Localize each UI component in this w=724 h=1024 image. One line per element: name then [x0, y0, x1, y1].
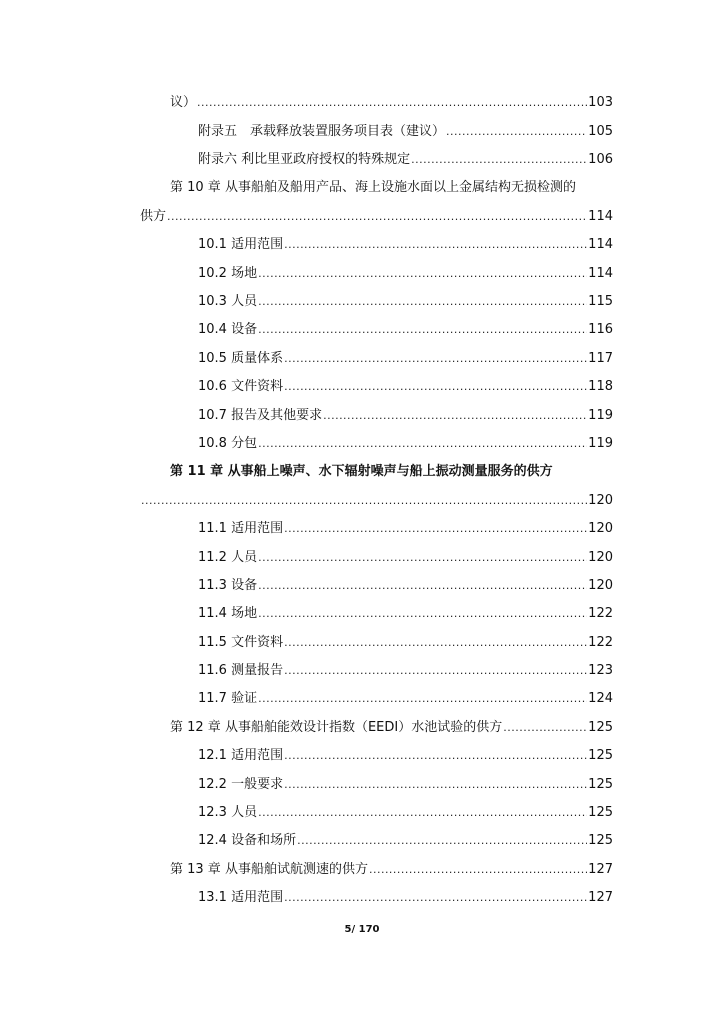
toc-entry-page: 124 — [588, 691, 613, 706]
toc-leader-dots — [258, 550, 587, 566]
toc-entry[interactable] — [198, 833, 613, 849]
toc-leader-dots — [284, 635, 587, 651]
toc-entry-title: 第 13 章 从事船舶试航测速的供方 — [170, 862, 368, 877]
toc-entry[interactable] — [198, 663, 613, 679]
toc-entry-title: 10.3 人员 — [198, 294, 258, 309]
toc-leader-dots — [284, 379, 587, 395]
toc-entry-title: 13.1 适用范围 — [198, 890, 284, 905]
toc-entry[interactable] — [198, 351, 613, 367]
toc-leader-dots — [284, 521, 587, 537]
toc-entry-title: 10.1 适用范围 — [198, 237, 284, 252]
toc-entry-title: 12.2 一般要求 — [198, 777, 284, 792]
toc-entry-page: 125 — [588, 720, 613, 735]
toc-entry-title: 10.5 质量体系 — [198, 351, 284, 366]
toc-entry[interactable] — [198, 408, 613, 424]
toc-entry-page: 117 — [588, 351, 613, 366]
toc-chapter-title[interactable]: 第 11 章 从事船上噪声、水下辐射噪声与船上振动测量服务的供方 — [170, 464, 553, 479]
toc-entry-title: 议） — [170, 95, 197, 110]
toc-entry-title: 11.3 设备 — [198, 578, 258, 593]
toc-entry-page: 125 — [588, 777, 613, 792]
toc-entry-page: 123 — [588, 663, 613, 678]
toc-leader-dots — [284, 237, 587, 253]
toc-entry-page: 127 — [588, 890, 613, 905]
toc-entry-title: 10.2 场地 — [198, 266, 258, 281]
toc-entry-title: 11.1 适用范围 — [198, 521, 284, 536]
toc-entry-title: 10.8 分包 — [198, 436, 258, 451]
toc-entry-page: 119 — [588, 408, 613, 423]
toc-entry-title: 10.4 设备 — [198, 322, 258, 337]
toc-leader-dots — [258, 578, 587, 594]
toc-entry-page: 120 — [588, 550, 613, 565]
toc-leader-dots — [503, 720, 587, 736]
toc-entry-page: 106 — [588, 152, 613, 167]
toc-entry-page: 125 — [588, 805, 613, 820]
toc-entry[interactable] — [198, 550, 613, 566]
toc-entry[interactable] — [170, 720, 613, 736]
toc-entry[interactable] — [198, 379, 613, 395]
toc-entry[interactable] — [198, 152, 613, 168]
toc-entry-page: 114 — [588, 237, 613, 252]
toc-entry[interactable] — [198, 691, 613, 707]
toc-entry-title: 12.3 人员 — [198, 805, 258, 820]
toc-entry[interactable] — [170, 862, 613, 878]
toc-leader-dots — [369, 862, 587, 878]
toc-entry-title: 附录五 承载释放装置服务项目表（建议） — [198, 124, 446, 139]
toc-entry[interactable] — [198, 578, 613, 594]
toc-entry-title: 11.6 测量报告 — [198, 663, 284, 678]
toc-leader-dots — [323, 408, 587, 424]
toc-entry-title: 附录六 利比里亚政府授权的特殊规定 — [198, 152, 411, 167]
toc-entry-title: 10.7 报告及其他要求 — [198, 408, 323, 423]
toc-chapter-title[interactable]: 第 10 章 从事船舶及船用产品、海上设施水面以上金属结构无损检测的 — [170, 180, 576, 195]
toc-entry-page: 120 — [588, 578, 613, 593]
toc-entry-page: 114 — [588, 266, 613, 281]
toc-entry[interactable] — [198, 266, 613, 282]
toc-leader-dots — [258, 322, 587, 338]
toc-leader-dots — [258, 266, 587, 282]
toc-entry[interactable] — [140, 209, 613, 225]
toc-entry[interactable] — [198, 521, 613, 537]
toc-leader-dots — [258, 805, 587, 821]
toc-entry-page: 118 — [588, 379, 613, 394]
toc-entry[interactable] — [198, 890, 613, 906]
toc-entry[interactable] — [198, 322, 613, 338]
toc-entry[interactable] — [140, 493, 613, 509]
toc-entry[interactable] — [198, 748, 613, 764]
toc-entry[interactable] — [198, 777, 613, 793]
toc-entry-title: 11.4 场地 — [198, 606, 258, 621]
toc-leader-dots — [411, 152, 587, 168]
toc-entry-title: 10.6 文件资料 — [198, 379, 284, 394]
toc-leader-dots — [297, 833, 587, 849]
toc-entry-page: 115 — [588, 294, 613, 309]
toc-entry-title: 第 12 章 从事船舶能效设计指数（EEDI）水池试验的供方 — [170, 720, 503, 735]
toc-entry-page: 116 — [588, 322, 613, 337]
toc-leader-dots — [167, 209, 587, 225]
toc-entry-page: 119 — [588, 436, 613, 451]
toc-entry[interactable] — [198, 237, 613, 253]
toc-entry-page: 105 — [588, 124, 613, 139]
toc-leader-dots — [284, 351, 587, 367]
toc-entry[interactable] — [198, 294, 613, 310]
toc-leader-dots — [258, 691, 587, 707]
toc-entry-page: 122 — [588, 606, 613, 621]
toc-entry-page: 127 — [588, 862, 613, 877]
toc-entry-page: 114 — [588, 209, 613, 224]
page-number: 5/ 170 — [344, 924, 380, 935]
toc-entry-page: 122 — [588, 635, 613, 650]
toc-entry-title: 12.4 设备和场所 — [198, 833, 297, 848]
toc-entry-title: 11.7 验证 — [198, 691, 258, 706]
toc-entry[interactable] — [170, 95, 613, 111]
toc-entry[interactable] — [198, 805, 613, 821]
toc-leader-dots — [284, 890, 587, 906]
toc-leader-dots — [197, 95, 587, 111]
toc-entry-title: 11.2 人员 — [198, 550, 258, 565]
toc-entry-page: 120 — [588, 521, 613, 536]
toc-leader-dots — [258, 294, 587, 310]
toc-leader-dots — [141, 493, 587, 509]
toc-leader-dots — [284, 663, 587, 679]
toc-entry-title: 12.1 适用范围 — [198, 748, 284, 763]
toc-entry-page: 103 — [588, 95, 613, 110]
toc-entry-page: 125 — [588, 748, 613, 763]
toc-entry[interactable] — [198, 606, 613, 622]
toc-entry-page: 120 — [588, 493, 613, 508]
toc-leader-dots — [284, 777, 587, 793]
toc-entry[interactable] — [198, 635, 613, 651]
toc-entry[interactable] — [198, 436, 613, 452]
toc-entry-page: 125 — [588, 833, 613, 848]
toc-entry-title: 供方 — [140, 209, 167, 224]
toc-leader-dots — [258, 436, 587, 452]
toc-leader-dots — [284, 748, 587, 764]
toc-entry[interactable] — [198, 124, 613, 140]
toc-leader-dots — [446, 124, 587, 140]
toc-leader-dots — [258, 606, 587, 622]
toc-entry-title: 11.5 文件资料 — [198, 635, 284, 650]
